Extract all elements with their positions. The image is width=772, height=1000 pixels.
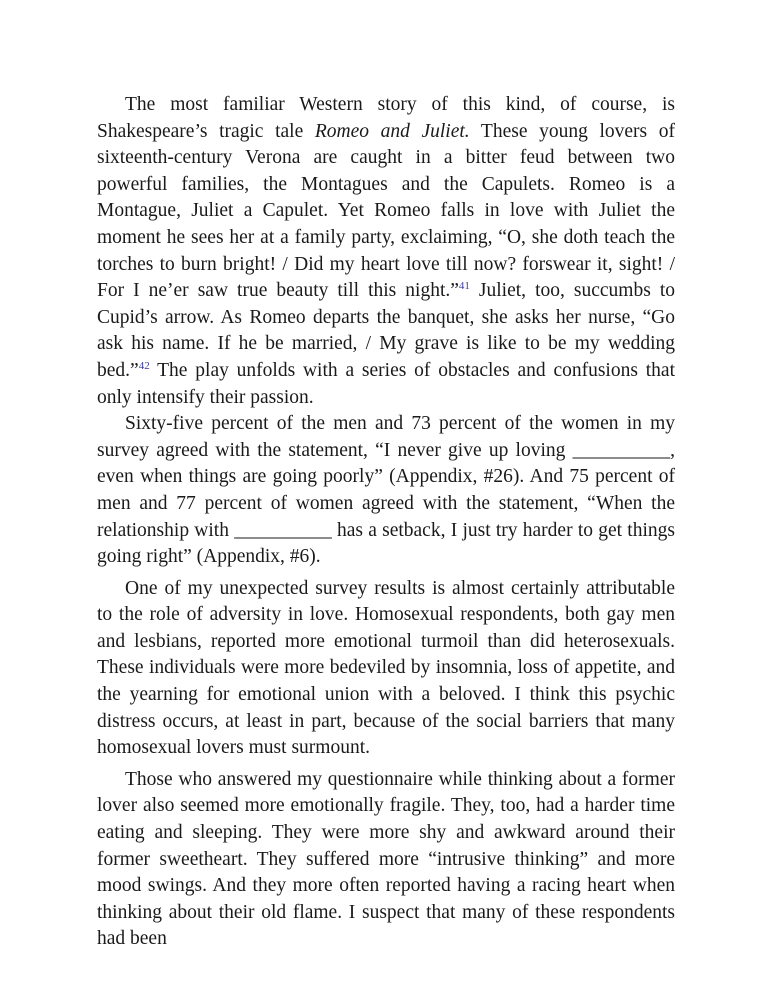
paragraph-former-lover [97, 767, 675, 953]
paragraph-text: The most familiar Western story of this kind, of course, is Shakespeare’s tragic tale [97, 94, 675, 142]
paragraph-text: Sixty-five percent of the men and 73 percent of the women in my survey agreed with the statement, “I never give up loving __________, even when things are going poorly” (Appendix, #26). And 75 percent of men and 77 percent of women agreed with the statement, “When the relationship with __________ has a setback, I just try harder to get things going right” (Appendix, #6). [97, 413, 675, 568]
paragraph-text: The play unfolds with a series of obstacles and confusions that only intensify their passion. [97, 359, 675, 408]
footnote-reference[interactable]: 41 [458, 280, 470, 293]
paragraph-survey-percentages [97, 411, 675, 571]
paragraph-text: These young lovers of sixteenth-century Verona are caught in a bitter feud between two powerful families, the Montagues and the Capulets. Romeo is a Montague, Juliet a Capulet. Yet Romeo falls in love with Juliet the moment he sees her at a family party, exclaiming, “O, she doth teach the torches to burn bright! / Did my heart love till now? forswear it, sight! / For I ne’er saw true beauty till this night.” [97, 120, 675, 302]
footnote-reference[interactable]: 42 [138, 359, 150, 372]
play-title: Romeo and Juliet. [314, 120, 470, 142]
paragraph-romeo-juliet [97, 92, 675, 411]
page-body [97, 92, 675, 953]
paragraph-text: Those who answered my questionnaire while thinking about a former lover also seemed more emotionally fragile. They, too, had a harder time eating and sleeping. They were more shy and awkward around their former sweetheart. They suffered more “intrusive thinking” and more mood swings. And they more often reported having a racing heart when thinking about their old flame. I suspect that many of these respondents had been [97, 768, 675, 950]
paragraph-text: Juliet, too, succumbs to Cupid’s arrow. As Romeo departs the banquet, she asks her nurse, “Go ask his name. If he be married, / My grave is like to be my wedding bed.” [97, 280, 675, 381]
paragraph-text: One of my unexpected survey results is almost certainly attributable to the role of adversity in love. Homosexual respondents, both gay men and lesbians, reported more emotional turmoil than did heterosexuals. These individuals were more bedeviled by insomnia, loss of appetite, and the yearning for emotional union with a beloved. I think this psychic distress occurs, at least in part, because of the social barriers that many homosexual lovers must surmount. [97, 577, 675, 759]
paragraph-adversity-results [97, 576, 675, 762]
